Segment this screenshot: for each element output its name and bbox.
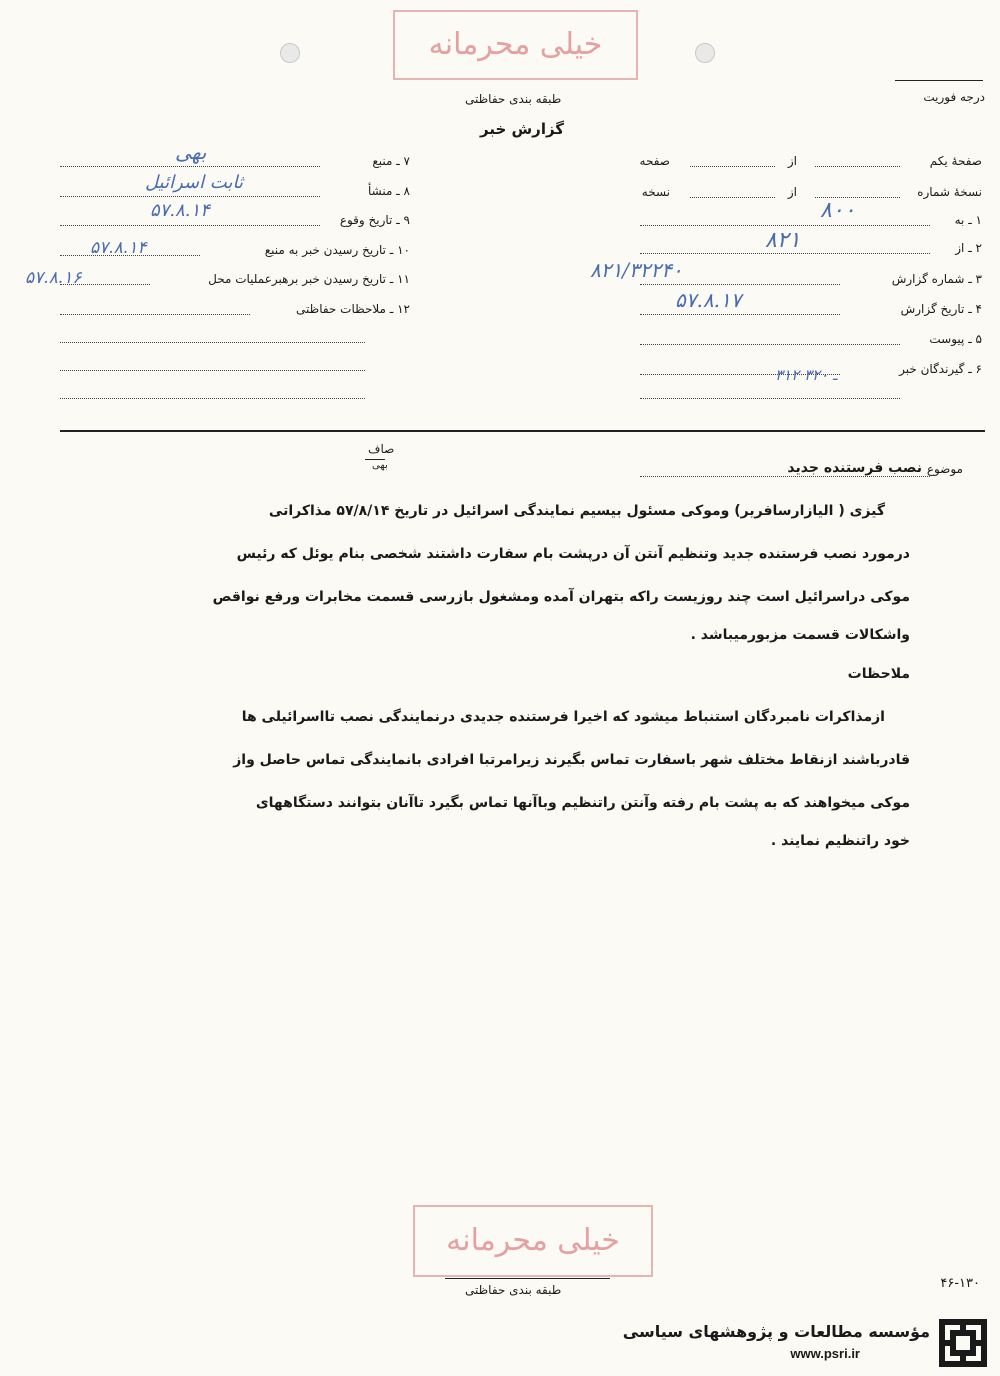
field-copy-mid: از bbox=[787, 185, 797, 199]
section-divider bbox=[60, 430, 985, 432]
subject-annotation-bottom: بهی bbox=[372, 460, 388, 471]
report-title: گزارش خبر bbox=[480, 120, 565, 138]
classification-label: طبقه بندی حفاظتی bbox=[465, 92, 562, 106]
field-security-notes-label: ۱۲ ـ ملاحظات حفاظتی bbox=[296, 302, 410, 316]
body-line-1: گیزی ( الیازارسافریر) وموکی مسئول بیسیم نمایندگی اسرائیل در تاریخ ۵۷/۸/۱۴ مذاکراتی bbox=[268, 503, 885, 519]
field-from-value: ۸۲۱ bbox=[765, 228, 801, 253]
remarks-heading: ملاحظات bbox=[847, 666, 910, 682]
form-number: ۴۶-۱۳۰ bbox=[940, 1276, 980, 1291]
remarks-line-3: موکی میخواهند که به پشت بام رفته وآنتن راتنظیم وباآنها تماس بگیرد تاآنان بتوانند دستگاههای bbox=[255, 795, 910, 811]
subject-annotation-top: صاف bbox=[368, 442, 395, 456]
field-received-ops-label: ۱۱ ـ تاریخ رسیدن خبر برهبرعملیات محل bbox=[208, 272, 410, 286]
confidential-stamp-bottom: خیلی محرمانه bbox=[413, 1205, 653, 1277]
remarks-line-1: ازمذاکرات نامبردگان استنباط میشود که اخیرا فرستنده جدیدی درنمایندگی نصب تااسرائیلی ها bbox=[241, 709, 885, 725]
field-report-date-label: ۴ ـ تاریخ گزارش bbox=[900, 302, 982, 316]
field-occurrence-date-label: ۹ ـ تاریخ وقوع bbox=[339, 213, 410, 227]
field-copy-label: نسخهٔ شماره bbox=[917, 185, 982, 199]
subject-value: نصب فرستنده جدید bbox=[787, 460, 922, 476]
subject-label: موضوع bbox=[926, 462, 963, 476]
field-report-number-label: ۳ ـ شماره گزارش bbox=[891, 272, 982, 286]
field-page-mid: از bbox=[787, 154, 797, 168]
field-received-ops-value: ۵۷.۸.۱۶ bbox=[25, 268, 82, 288]
field-origin-label: ۸ ـ منشأ bbox=[367, 184, 410, 198]
institute-logo-icon bbox=[938, 1318, 988, 1368]
field-source-label: ۷ ـ منبع bbox=[372, 154, 410, 168]
field-recipients-value: ۳۱۲ ـ ۳۲۰ bbox=[775, 366, 838, 384]
institute-url[interactable]: www.psri.ir bbox=[790, 1346, 860, 1361]
field-to-value: ۸۰۰ bbox=[820, 198, 856, 223]
priority-label: درجه فوریت bbox=[923, 90, 985, 104]
institute-name: مؤسسه مطالعات و پژوهشهای سیاسی bbox=[622, 1322, 930, 1341]
field-copy-end: نسخه bbox=[641, 185, 670, 199]
field-attachment-label: ۵ ـ پیوست bbox=[929, 332, 982, 346]
field-report-number-value: ۸۲۱/۳۲۲۴۰ bbox=[590, 258, 683, 282]
confidential-stamp-top: خیلی محرمانه bbox=[393, 10, 638, 80]
footer-classification-label: طبقه بندی حفاظتی bbox=[465, 1283, 562, 1297]
footer-line bbox=[445, 1278, 610, 1279]
body-line-4: واشکالات قسمت مزبورمیباشد . bbox=[690, 627, 910, 643]
field-to-label: ۱ ـ به bbox=[954, 213, 982, 227]
body-line-2: درمورد نصب فرستنده جدید وتنظیم آنتن آن درپشت بام سفارت داشتند شخصی بنام یوئل که رئیس bbox=[236, 546, 910, 562]
field-received-source-label: ۱۰ ـ تاریخ رسیدن خبر به منبع bbox=[264, 243, 410, 257]
field-page-label: صفحهٔ یکم bbox=[929, 154, 982, 168]
punch-hole-left bbox=[280, 43, 300, 63]
field-recipients-label: ۶ ـ گیرندگان خبر bbox=[899, 362, 982, 376]
institute-watermark bbox=[622, 1310, 1000, 1376]
field-origin-value: ثابت اسرائیل bbox=[145, 172, 243, 193]
field-occurrence-date-value: ۵۷.۸.۱۴ bbox=[150, 200, 210, 221]
punch-hole-right bbox=[695, 43, 715, 63]
remarks-line-4: خود راتنظیم نمایند . bbox=[770, 833, 910, 849]
field-from-label: ۲ ـ از bbox=[955, 241, 982, 255]
field-report-date-value: ۵۷.۸.۱۷ bbox=[675, 288, 742, 312]
remarks-line-2: قادرباشند ازنقاط مختلف شهر باسفارت تماس بگیرند زیرامرتبا افرادی بانمایندگی تماس حاصل واز bbox=[233, 752, 910, 768]
field-source-value: بهی bbox=[175, 140, 207, 164]
field-received-source-value: ۵۷.۸.۱۴ bbox=[90, 238, 147, 258]
priority-line bbox=[895, 80, 983, 81]
body-line-3: موکی دراسرائیل است چند روزیست راکه بتهران آمده ومشغول بازرسی قسمت مخابرات ورفع نواقص bbox=[212, 589, 910, 605]
field-page-end: صفحه bbox=[639, 154, 670, 168]
